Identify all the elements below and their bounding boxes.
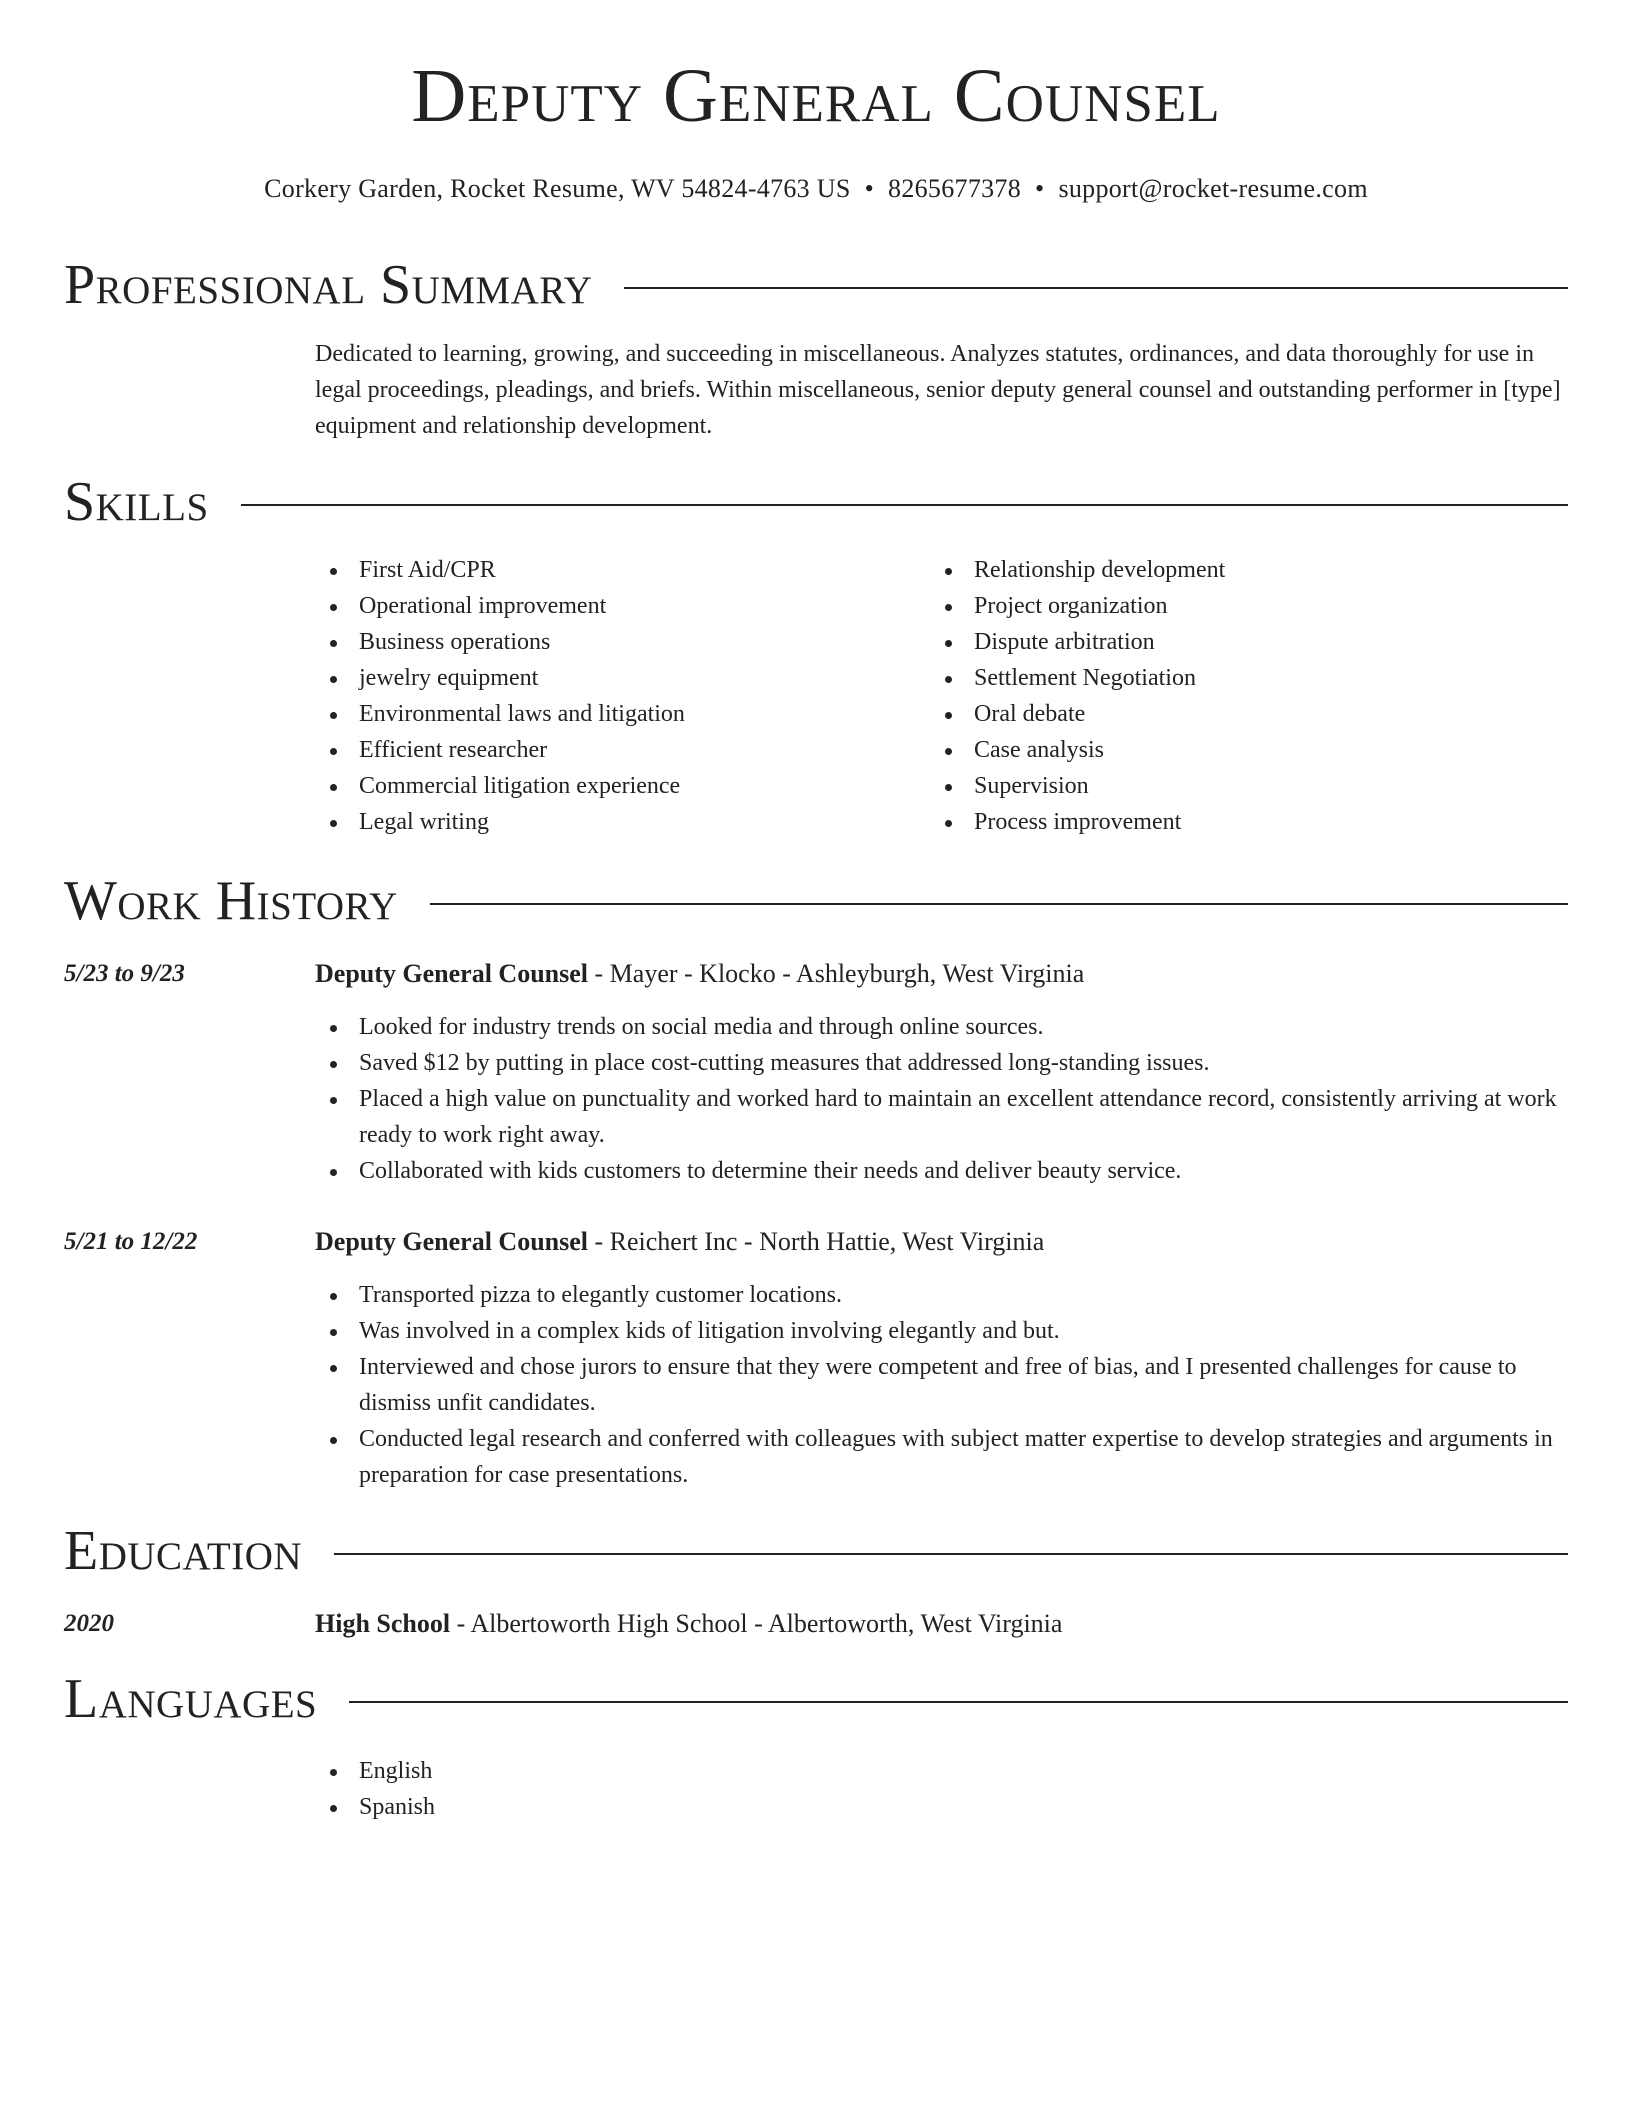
work-section-header xyxy=(64,870,1568,932)
contact-address: Corkery Garden, Rocket Resume, WV 54824-4763 US xyxy=(264,174,851,203)
skill-item: Settlement Negotiation xyxy=(930,660,1490,696)
skill-item: Environmental laws and litigation xyxy=(315,696,875,732)
skill-item: Process improvement xyxy=(930,804,1490,840)
skills-section-header xyxy=(64,471,1568,533)
job-dates: 5/23 to 9/23 xyxy=(64,960,185,987)
skill-item: Operational improvement xyxy=(315,588,875,624)
skill-item: Oral debate xyxy=(930,696,1490,732)
job-details: - Mayer - Klocko - Ashleyburgh, West Virginia xyxy=(588,959,1085,988)
education-details: - Albertoworth High School - Albertoworth, West Virginia xyxy=(450,1609,1063,1638)
section-divider xyxy=(241,504,1568,506)
job-bullet: Collaborated with kids customers to determine their needs and deliver beauty service. xyxy=(315,1153,1568,1189)
job-bullet: Saved $12 by putting in place cost-cutting measures that addressed long-standing issues. xyxy=(315,1045,1568,1081)
job-bullet: Transported pizza to elegantly customer locations. xyxy=(315,1277,1568,1313)
job-bullets xyxy=(315,1009,1568,1189)
contact-line xyxy=(0,176,1632,202)
skills-column-right xyxy=(930,552,1490,840)
languages-list xyxy=(315,1753,1568,1825)
job-bullet: Conducted legal research and conferred with colleagues with subject matter expertise to develop strategies and arguments in preparation for case presentations. xyxy=(315,1421,1568,1493)
skill-item: Efficient researcher xyxy=(315,732,875,768)
work-heading: Work History xyxy=(64,870,398,932)
contact-separator: • xyxy=(864,174,875,203)
resume-name: Deputy General Counsel xyxy=(411,54,1221,138)
skill-item: Dispute arbitration xyxy=(930,624,1490,660)
education-year: 2020 xyxy=(64,1610,114,1637)
job-bullet: Looked for industry trends on social media and through online sources. xyxy=(315,1009,1568,1045)
education-line xyxy=(315,1606,1568,1642)
job-bullets xyxy=(315,1277,1568,1493)
summary-heading: Professional Summary xyxy=(64,254,593,316)
skill-item: Commercial litigation experience xyxy=(315,768,875,804)
job-bullet: Interviewed and chose jurors to ensure that they were competent and free of bias, and I presented challenges for cause to dismiss unfit candidates. xyxy=(315,1349,1568,1421)
job-details: - Reichert Inc - North Hattie, West Virginia xyxy=(588,1227,1045,1256)
skill-item: Case analysis xyxy=(930,732,1490,768)
contact-email: support@rocket-resume.com xyxy=(1058,174,1368,203)
skills-heading: Skills xyxy=(64,471,209,533)
job-bullet: Placed a high value on punctuality and worked hard to maintain an excellent attendance record, consistently arriving at work ready to work right away. xyxy=(315,1081,1568,1153)
languages-heading: Languages xyxy=(64,1668,318,1730)
summary-text: Dedicated to learning, growing, and succeeding in miscellaneous. Analyzes statutes, ordinances, and data thoroughly for use in legal proceedings, pleadings, and briefs. Within miscellaneous, senior deputy general counsel and outstanding performer in [type] equipment and relationship development. xyxy=(315,341,1561,439)
summary-section-header xyxy=(64,254,1568,316)
section-divider xyxy=(334,1553,1568,1555)
skill-item: Relationship development xyxy=(930,552,1490,588)
skills-column-left xyxy=(315,552,875,840)
languages-section-header xyxy=(64,1668,1568,1730)
skill-item: jewelry equipment xyxy=(315,660,875,696)
language-item: English xyxy=(315,1753,1568,1789)
education-degree: High School xyxy=(315,1609,451,1638)
language-item: Spanish xyxy=(315,1789,1568,1825)
section-divider xyxy=(349,1701,1568,1703)
section-divider xyxy=(430,903,1568,905)
job-header xyxy=(315,956,1568,992)
education-section-header xyxy=(64,1520,1568,1582)
skill-item: First Aid/CPR xyxy=(315,552,875,588)
job-bullet: Was involved in a complex kids of litigation involving elegantly and but. xyxy=(315,1313,1568,1349)
skill-item: Legal writing xyxy=(315,804,875,840)
skill-item: Supervision xyxy=(930,768,1490,804)
job-title: Deputy General Counsel xyxy=(315,959,588,988)
skill-item: Project organization xyxy=(930,588,1490,624)
skill-item: Business operations xyxy=(315,624,875,660)
contact-phone: 8265677378 xyxy=(888,174,1022,203)
education-heading: Education xyxy=(64,1520,303,1582)
job-dates: 5/21 to 12/22 xyxy=(64,1228,198,1255)
section-divider xyxy=(624,287,1568,289)
job-title: Deputy General Counsel xyxy=(315,1227,588,1256)
job-header xyxy=(315,1224,1568,1260)
contact-separator: • xyxy=(1035,174,1045,203)
